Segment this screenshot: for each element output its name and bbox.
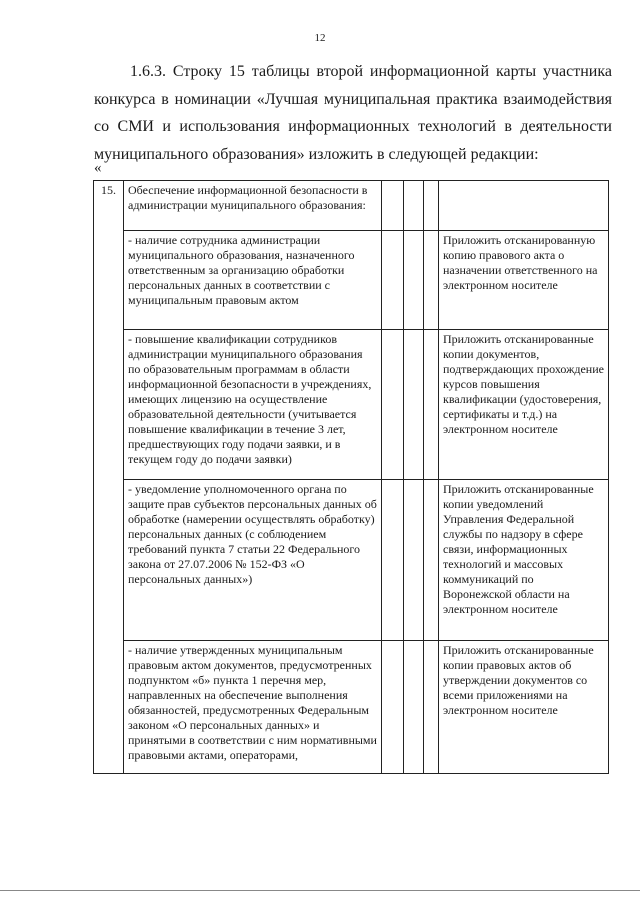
table-row bbox=[94, 330, 609, 480]
empty-cell bbox=[439, 181, 609, 231]
criterion-cell: - наличие утвержденных муниципальным правовым актом документов, предусмотренных подпунктом «б» пункта 1 перечня мер, направленных на обеспечение выполнения обязанностей, предусмотренных Федеральным законом «О персональных данных» и принятыми в соответствии с ним нормативными правовыми актами, операторами, bbox=[124, 641, 382, 774]
empty-cell bbox=[382, 181, 404, 231]
note-cell: Приложить отсканированные копии правовых актов об утверждении документов со всеми приложениями на электронном носителе bbox=[439, 641, 609, 774]
empty-cell bbox=[424, 480, 439, 641]
scan-edge-line bbox=[0, 890, 640, 891]
opening-quote-mark: « bbox=[94, 160, 102, 176]
empty-cell bbox=[382, 641, 404, 774]
intro-text: 1.6.3. Строку 15 таблицы второй информационной карты участника конкурса в номинации «Лучшая муниципальная практика взаимодействия со СМИ и использования информационных технологий в деятельности муниципального образования» изложить в следующей редакции: bbox=[94, 63, 612, 163]
table-row bbox=[94, 641, 609, 774]
row-number-cell: 15. bbox=[94, 181, 124, 774]
page-number: 12 bbox=[314, 32, 326, 44]
empty-cell bbox=[404, 480, 424, 641]
intro-paragraph bbox=[94, 58, 612, 168]
empty-cell bbox=[424, 641, 439, 774]
criteria-table bbox=[93, 180, 609, 774]
empty-cell bbox=[404, 330, 424, 480]
note-cell: Приложить отсканированную копию правового акта о назначении ответственного на электронном носителе bbox=[439, 231, 609, 330]
empty-cell bbox=[424, 330, 439, 480]
empty-cell bbox=[424, 231, 439, 330]
empty-cell bbox=[404, 641, 424, 774]
empty-cell bbox=[382, 480, 404, 641]
criterion-cell: - наличие сотрудника администрации муниципального образования, назначенного ответственным за организацию обработки персональных данных в соответствии с муниципальным правовым актом bbox=[124, 231, 382, 330]
heading-cell: Обеспечение информационной безопасности в администрации муниципального образования: bbox=[124, 181, 382, 231]
note-cell: Приложить отсканированные копии документов, подтверждающих прохождение курсов повышения квалификации (удостоверения, сертификаты и т.д.) на электронном носителе bbox=[439, 330, 609, 480]
empty-cell bbox=[382, 330, 404, 480]
empty-cell bbox=[404, 181, 424, 231]
empty-cell bbox=[424, 181, 439, 231]
criterion-cell: - повышение квалификации сотрудников администрации муниципального образования по образовательным программам в области информационной безопасности в учреждениях, имеющих лицензию на осуществление образовательной деятельности (учитывается повышение квалификации в течение 3 лет, предшествующих году подачи заявки, и в текущем году до подачи заявки) bbox=[124, 330, 382, 480]
table-row bbox=[94, 480, 609, 641]
table-row-heading bbox=[94, 181, 609, 231]
note-cell: Приложить отсканированные копии уведомлений Управления Федеральной службы по надзору в сфере связи, информационных технологий и массовых коммуникаций по Воронежской области на электронном носителе bbox=[439, 480, 609, 641]
empty-cell bbox=[382, 231, 404, 330]
criterion-cell: - уведомление уполномоченного органа по защите прав субъектов персональных данных об обработке (намерении осуществлять обработку) персональных данных (с соблюдением требований пункта 7 статьи 22 Федерального закона от 27.07.2006 № 152-ФЗ «О персональных данных») bbox=[124, 480, 382, 641]
empty-cell bbox=[404, 231, 424, 330]
table-row bbox=[94, 231, 609, 330]
